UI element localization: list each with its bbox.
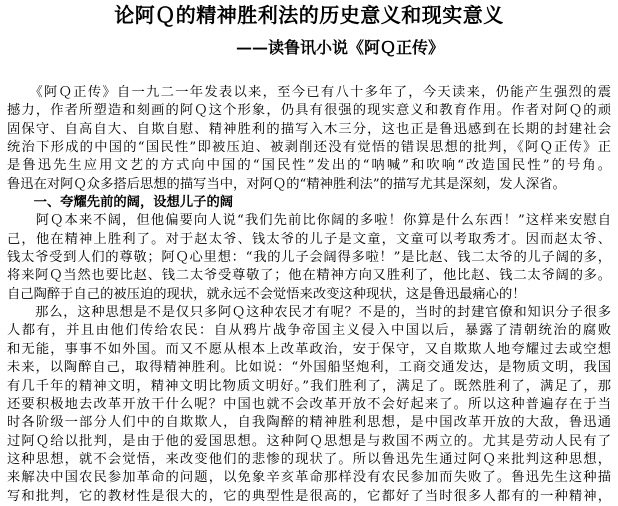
document-title: 论阿Ｑ的精神胜利法的历史意义和现实意义 bbox=[114, 3, 504, 27]
text-line: 来解决中国农民参加革命的问题，以免象辛亥革命那样没有农民参加而失败了。鲁迅先生这种描 bbox=[7, 470, 611, 486]
section-heading bbox=[7, 194, 611, 212]
text-line: 这种思想，就不会觉悟，来改变他们的悲惨的现状了。所以鲁迅先生通过阿Ｑ来批判这种思想， bbox=[7, 451, 611, 467]
text-line: 阿Ｑ本来不阔，但他偏要向人说“我们先前比你阔的多啦！你算是什么东西！”这样来安慰自 bbox=[7, 213, 611, 229]
text-line: 鲁迅在对阿Ｑ众多搭后思想的描写当中，对阿Ｑ的“精神胜利法”的描写尤其是深刻，发人深省。 bbox=[7, 176, 566, 192]
text-line: 未来，以陶醉自己，取得精神胜利。比如说：“外国船坚炮利，工商交通发达，是物质文明，我国 bbox=[7, 360, 611, 376]
paragraph bbox=[7, 84, 611, 194]
text-line: 那么，这种思想是不是仅只多阿Ｑ这种农民才有呢？不是的，当时的封建官僚和知识分子很多 bbox=[7, 305, 611, 321]
text-line: 和无能，事事不如外国。而又不愿从根本上改革政治，安于保守，又自欺欺人地夸耀过去或空想 bbox=[7, 341, 611, 357]
text-line: 写和批判，它的教材性是很大的，它的典型性是很高的，它都好了当时很多人都有的一种精神， bbox=[7, 488, 611, 504]
text-line: 统治下形成的中国的“国民性”即被压迫、被剥削还没有觉悟的错误思想的批判，《阿Ｑ正传》正 bbox=[7, 140, 611, 156]
document-subtitle: ——读鲁讯小说《阿Ｑ正传》 bbox=[236, 38, 445, 57]
text-line: 过阿Ｑ给以批判，是由于他的爱国思想。这种阿Ｑ思想是与救国不两立的。尤其是劳动人民有了 bbox=[7, 433, 611, 449]
text-line: 人都有，并且由他们传给农民：自从鸦片战争帝国主义侵入中国以后，暴露了清朝统治的腐败 bbox=[7, 323, 611, 339]
text-line: 是鲁迅先生应用文艺的方式向中国的“国民性”发出的“呐喊”和吹响“改造国民性”的号角。 bbox=[7, 158, 611, 174]
text-line: 己，他在精神上胜利了。对于赵太爷、钱太爷的儿子是文童，文童可以考取秀才。因而赵太爷、 bbox=[7, 231, 611, 247]
text-line: 时各阶级一部分人们中的自欺欺人，自我陶醉的精神胜利思想，是中国改革开放的大敌，鲁迅通 bbox=[7, 415, 611, 431]
text-line: 钱太爷受到人们的尊敬；阿Ｑ心里想：“我的儿子会阔得多啦！”是比赵、钱二太爷的儿子阔的多， bbox=[7, 250, 611, 266]
text-line: 《阿Ｑ正传》自一九二一年发表以来，至今已有八十多年了，今天读来，仍能产生强烈的震 bbox=[7, 85, 611, 100]
document-body bbox=[7, 84, 611, 506]
text-line: 撼力，作者所塑造和刻画的阿Ｑ这个形象，仍具有很强的现实意义和教育作用。作者对阿Ｑ的顽 bbox=[7, 103, 611, 119]
text-line: 一、夸耀先前的阔，设想儿子的阔 bbox=[7, 195, 234, 211]
text-line: 还要积极地去改革开放干什么呢？中国也就不会改革开放不会好起来了。所以这种普遍存在于当 bbox=[7, 396, 611, 412]
text-line: 将来阿Ｑ当然也要比赵、钱二太爷受尊敬了；他在精神方向又胜利了，他比赵、钱二太爷阔的多。 bbox=[7, 268, 611, 284]
text-line: 固保守、自高自大、自欺自慰、精神胜利的描写入木三分，这也正是鲁迅感到在长期的封建社会 bbox=[7, 121, 611, 137]
paragraph bbox=[7, 212, 611, 304]
text-line: 有几千年的精神文明，精神文明比物质文明好。”我们胜利了，满足了。既然胜利了，满足了，那 bbox=[7, 378, 611, 394]
text-line: 自己陶醉于自己的被压迫的现状，就永远不会觉悟来改变这种现状，这是鲁迅最痛心的！ bbox=[7, 286, 526, 302]
paragraph bbox=[7, 304, 611, 506]
